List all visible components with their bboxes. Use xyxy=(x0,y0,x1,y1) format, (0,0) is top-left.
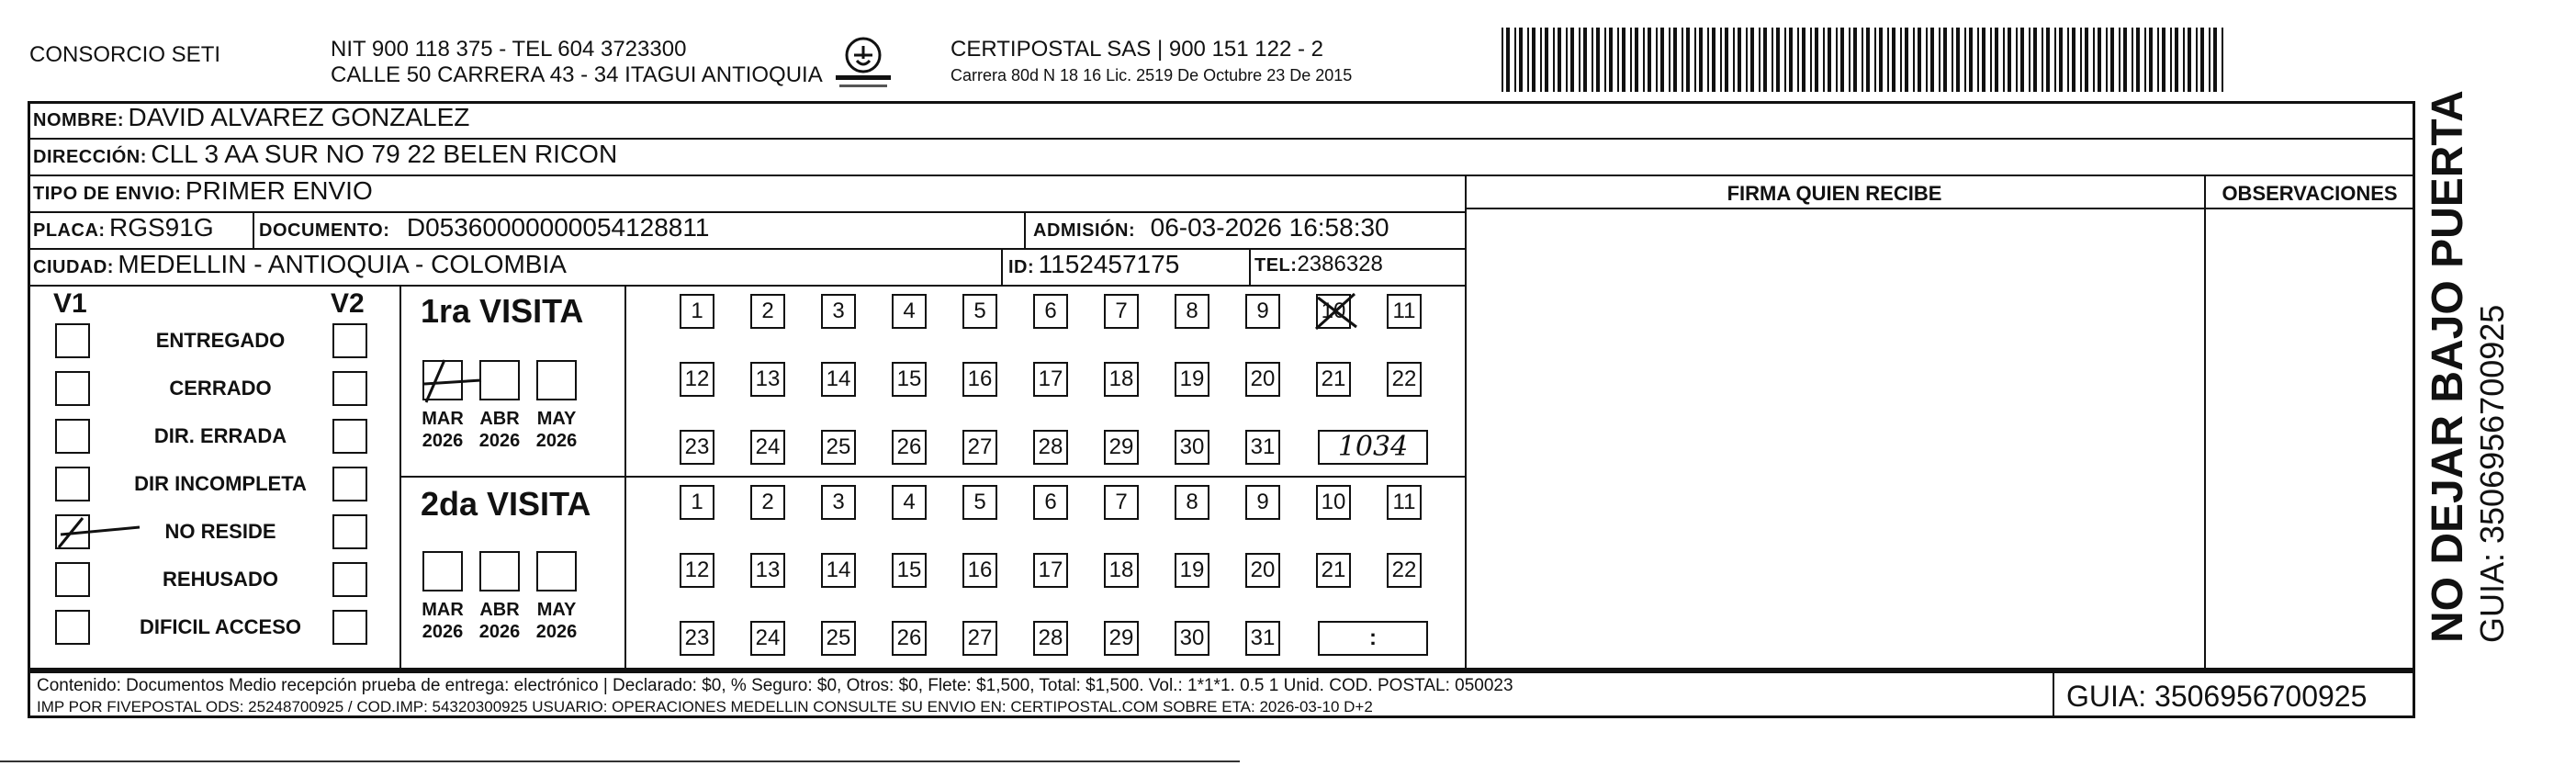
v2-checkbox[interactable] xyxy=(332,514,367,549)
first-visit-day-box[interactable]: 18 xyxy=(1104,362,1139,397)
admision-label: ADMISIÓN: xyxy=(1033,220,1136,241)
month-check-mark xyxy=(417,353,490,411)
v1-checkbox[interactable] xyxy=(55,323,90,358)
documento-row xyxy=(259,213,709,242)
v2-checkbox[interactable] xyxy=(332,467,367,501)
column-divider xyxy=(1465,175,1467,670)
ciudad-value: MEDELLIN - ANTIOQUIA - COLOMBIA xyxy=(118,250,567,278)
reasons-divider xyxy=(399,285,401,670)
v1-label: V1 xyxy=(53,288,87,319)
v2-checkbox[interactable] xyxy=(332,610,367,645)
second-visit-time-box[interactable]: : xyxy=(1318,621,1428,656)
barcode xyxy=(1502,28,2227,92)
cell-divider xyxy=(1249,248,1251,285)
row-divider xyxy=(1465,208,2415,209)
second-visit-day-box[interactable]: 29 xyxy=(1104,621,1139,656)
second-visit-day-box[interactable]: 26 xyxy=(892,621,927,656)
tipo-label: TIPO DE ENVIO: xyxy=(33,184,182,204)
first-visit-day-box[interactable]: 8 xyxy=(1175,294,1209,329)
second-visit-day-box[interactable]: 9 xyxy=(1245,485,1280,520)
v2-checkbox[interactable] xyxy=(332,419,367,454)
documento-label: DOCUMENTO: xyxy=(259,220,390,241)
second-visit-day-box[interactable]: 27 xyxy=(962,621,997,656)
first-visit-day-box[interactable]: 19 xyxy=(1175,362,1209,397)
observaciones-header: OBSERVACIONES xyxy=(2222,182,2398,205)
second-visit-day-box[interactable]: 6 xyxy=(1033,485,1068,520)
second-visit-day-box[interactable]: 1 xyxy=(680,485,714,520)
side-guia: GUIA: 3506956700925 xyxy=(2473,304,2511,643)
month-label: ABR xyxy=(479,409,520,429)
second-visit-day-box[interactable]: 21 xyxy=(1316,553,1351,588)
first-visit-day-box[interactable]: 13 xyxy=(750,362,785,397)
reason-label: CERRADO xyxy=(169,377,272,400)
direccion-label: DIRECCIÓN: xyxy=(33,147,147,167)
reason-label: REHUSADO xyxy=(163,568,278,591)
first-visit-day-box[interactable]: 4 xyxy=(892,294,927,329)
nombre-label: NOMBRE: xyxy=(33,110,125,130)
second-visit-day-box[interactable]: 19 xyxy=(1175,553,1209,588)
second-visit-day-box[interactable]: 7 xyxy=(1104,485,1139,520)
first-visit-day-box[interactable]: 11 xyxy=(1387,294,1422,329)
first-visit-day-box[interactable]: 24 xyxy=(750,430,785,465)
first-visit-title: 1ra VISITA xyxy=(421,292,584,330)
second-visit-day-box[interactable]: 28 xyxy=(1033,621,1068,656)
scan-line xyxy=(0,760,1240,762)
tel-label: TEL: xyxy=(1254,255,1298,276)
footer-line1: Contenido: Documentos Medio recepción prueba de entrega: electrónico | Declarado: $0, % Seguro: $0, Otros: $0, Flete: $1,500, Total: $1,500. Vol.: 1*1*1. 0.5 1 Unid. COD. POSTAL: 050023 xyxy=(37,676,1513,695)
year-label: 2026 xyxy=(478,622,521,642)
second-visit-day-box[interactable]: 5 xyxy=(962,485,997,520)
admision-value: 06-03-2026 16:58:30 xyxy=(1150,213,1389,242)
second-visit-day-box[interactable]: 18 xyxy=(1104,553,1139,588)
year-label: 2026 xyxy=(535,431,578,451)
first-visit-day-box[interactable]: 9 xyxy=(1245,294,1280,329)
second-visit-day-box[interactable]: 22 xyxy=(1387,553,1422,588)
first-visit-day-box[interactable]: 2 xyxy=(750,294,785,329)
second-visit-day-box[interactable]: 8 xyxy=(1175,485,1209,520)
first-visit-day-box[interactable]: 17 xyxy=(1033,362,1068,397)
second-visit-title: 2da VISITA xyxy=(421,485,591,523)
tipo-value: PRIMER ENVIO xyxy=(185,176,373,205)
column-divider xyxy=(2204,175,2206,670)
certipostal-logo xyxy=(827,33,900,97)
first-visit-day-box[interactable]: 31 xyxy=(1245,430,1280,465)
month-label: ABR xyxy=(479,600,520,620)
firma-header: FIRMA QUIEN RECIBE xyxy=(1727,182,1942,205)
first-visit-day-box[interactable]: 10 xyxy=(1316,294,1351,329)
reason-label: DIFICIL ACCESO xyxy=(139,615,301,638)
nombre-row xyxy=(33,103,469,132)
footer-guia: GUIA: 3506956700925 xyxy=(2066,680,2368,713)
placa-label: PLACA: xyxy=(33,220,106,241)
reason-label: DIR INCOMPLETA xyxy=(134,472,307,495)
first-visit-day-box[interactable]: 23 xyxy=(680,430,714,465)
second-visit-day-box[interactable]: 13 xyxy=(750,553,785,588)
first-visit-day-box[interactable]: 29 xyxy=(1104,430,1139,465)
second-visit-day-box[interactable]: 24 xyxy=(750,621,785,656)
v1-checkbox[interactable] xyxy=(55,562,90,597)
second-visit-day-box[interactable]: 23 xyxy=(680,621,714,656)
v1-checkbox[interactable] xyxy=(55,371,90,406)
month-checkbox[interactable] xyxy=(422,551,463,591)
month-checkbox[interactable] xyxy=(536,551,577,591)
direccion-value: CLL 3 AA SUR NO 79 22 BELEN RICON xyxy=(151,140,618,168)
footer-line2: IMP POR FIVEPOSTAL ODS: 25248700925 / COD.IMP: 54320300925 USUARIO: OPERACIONES MEDELLIN CONSULTE SU ENVIO EN: CERTIPOSTAL.COM SOBRE ETA: 2026-03-10 D+2 xyxy=(37,698,1373,715)
first-visit-day-box[interactable]: 1 xyxy=(680,294,714,329)
first-visit-day-box[interactable]: 5 xyxy=(962,294,997,329)
nombre-value: DAVID ALVAREZ GONZALEZ xyxy=(128,103,470,131)
v2-checkbox[interactable] xyxy=(332,371,367,406)
second-visit-day-box[interactable]: 2 xyxy=(750,485,785,520)
first-visit-day-box[interactable]: 25 xyxy=(821,430,856,465)
year-label: 2026 xyxy=(422,431,464,451)
license-line: Carrera 80d N 18 16 Lic. 2519 De Octubre 23 De 2015 xyxy=(951,66,1353,84)
v2-checkbox[interactable] xyxy=(332,562,367,597)
second-visit-day-box[interactable]: 3 xyxy=(821,485,856,520)
month-label: MAR xyxy=(422,409,464,429)
v1-check-mark xyxy=(51,511,143,557)
row-divider xyxy=(28,285,1465,287)
id-row xyxy=(1008,250,1179,279)
first-visit-time-box[interactable]: 1034 xyxy=(1318,430,1428,465)
company-name: CONSORCIO SETI xyxy=(29,42,221,67)
year-label: 2026 xyxy=(478,431,521,451)
first-visit-day-box[interactable]: 20 xyxy=(1245,362,1280,397)
first-visit-day-box[interactable]: 26 xyxy=(892,430,927,465)
first-visit-day-box[interactable]: 16 xyxy=(962,362,997,397)
first-visit-day-box[interactable]: 21 xyxy=(1316,362,1351,397)
second-visit-day-box[interactable]: 20 xyxy=(1245,553,1280,588)
first-visit-day-box[interactable]: 14 xyxy=(821,362,856,397)
id-value: 1152457175 xyxy=(1038,250,1180,278)
first-visit-day-box[interactable]: 27 xyxy=(962,430,997,465)
first-visit-day-box[interactable]: 22 xyxy=(1387,362,1422,397)
second-visit-day-box[interactable]: 15 xyxy=(892,553,927,588)
second-visit-day-box[interactable]: 17 xyxy=(1033,553,1068,588)
second-visit-day-box[interactable]: 25 xyxy=(821,621,856,656)
v2-checkbox[interactable] xyxy=(332,323,367,358)
second-visit-day-box[interactable]: 14 xyxy=(821,553,856,588)
ciudad-label: CIUDAD: xyxy=(33,257,114,277)
first-visit-day-box[interactable]: 7 xyxy=(1104,294,1139,329)
second-visit-day-box[interactable]: 31 xyxy=(1245,621,1280,656)
tel-value: 2386328 xyxy=(1297,252,1383,276)
placa-row xyxy=(33,213,214,242)
tel-row xyxy=(1254,252,1383,277)
day-cross-mark xyxy=(1310,287,1362,340)
month-label: MAY xyxy=(536,409,577,429)
month-label: MAR xyxy=(422,600,464,620)
first-visit-day-box[interactable]: 30 xyxy=(1175,430,1209,465)
month-checkbox[interactable] xyxy=(479,551,520,591)
cell-divider xyxy=(1001,248,1003,285)
visit-row-divider xyxy=(399,476,1465,478)
second-visit-day-box[interactable]: 4 xyxy=(892,485,927,520)
row-divider xyxy=(28,175,2415,176)
documento-value: D05360000000054128811 xyxy=(406,213,710,242)
second-visit-day-box[interactable]: 30 xyxy=(1175,621,1209,656)
v1-checkbox[interactable] xyxy=(55,610,90,645)
v2-label: V2 xyxy=(331,288,365,319)
reason-label: ENTREGADO xyxy=(155,329,286,352)
first-visit-day-box[interactable]: 6 xyxy=(1033,294,1068,329)
reason-label: DIR. ERRADA xyxy=(153,424,287,447)
v1-checkbox[interactable] xyxy=(55,467,90,501)
address-line: CALLE 50 CARRERA 43 - 34 ITAGUI ANTIOQUIA xyxy=(331,62,823,87)
visit-divider xyxy=(624,285,626,670)
id-label: ID: xyxy=(1008,257,1035,277)
admision-row xyxy=(1033,213,1389,242)
second-visit-day-box[interactable]: 11 xyxy=(1387,485,1422,520)
nit-line: NIT 900 118 375 - TEL 604 3723300 xyxy=(331,37,687,62)
first-visit-day-box[interactable]: 28 xyxy=(1033,430,1068,465)
tipo-row xyxy=(33,176,373,206)
month-checkbox[interactable] xyxy=(536,360,577,400)
ciudad-row xyxy=(33,250,567,279)
first-visit-day-box[interactable]: 12 xyxy=(680,362,714,397)
second-visit-day-box[interactable]: 12 xyxy=(680,553,714,588)
reason-label: NO RESIDE xyxy=(164,520,276,543)
year-label: 2026 xyxy=(422,622,464,642)
cell-divider xyxy=(253,211,254,248)
first-visit-day-box[interactable]: 3 xyxy=(821,294,856,329)
second-visit-day-box[interactable]: 10 xyxy=(1316,485,1351,520)
second-visit-day-box[interactable]: 16 xyxy=(962,553,997,588)
side-text xyxy=(2424,90,2553,643)
v1-checkbox[interactable] xyxy=(55,419,90,454)
year-label: 2026 xyxy=(535,622,578,642)
cell-divider xyxy=(1024,211,1026,248)
direccion-row xyxy=(33,140,617,169)
certipostal-line: CERTIPOSTAL SAS | 900 151 122 - 2 xyxy=(951,37,1323,62)
first-visit-day-box[interactable]: 15 xyxy=(892,362,927,397)
month-label: MAY xyxy=(536,600,577,620)
placa-value: RGS91G xyxy=(109,213,214,242)
side-title: NO DEJAR BAJO PUERTA xyxy=(2424,90,2472,643)
